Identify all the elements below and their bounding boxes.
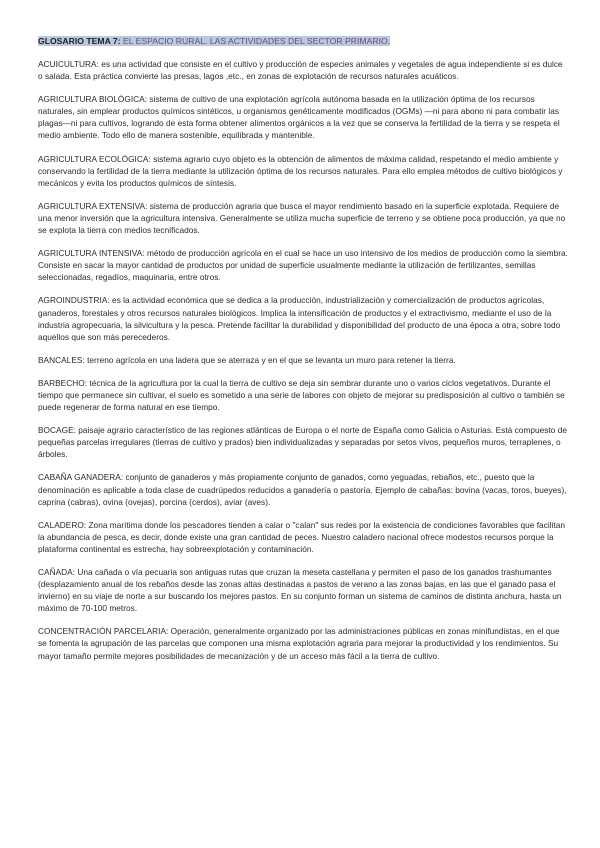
entry-term: BANCALES: xyxy=(38,354,85,365)
entry-term: AGRICULTURA ECOLÓGICA: xyxy=(38,153,151,164)
entry-definition: es la actividad económica que se dedica a la producción, industrialización y comercialización de productos agrícolas, ganaderos, forestales y otros recursos naturales biológicos. Implica la intensificación de productos y el extractivismo, mediante el uso de la industria agropecuaria, la silvicultura y la pesca. Pretende facilitar la durabilidad y disponibilidad del producto de una época a otra, sobre todo aquellos que son más perecederos. xyxy=(38,295,561,342)
entry-definition: terreno agrícola en una ladera que se aterraza y en el que se levanta un muro para retener la tierra. xyxy=(84,354,456,365)
entry-agricultura-biologica xyxy=(38,93,568,141)
entry-term: ACUICULTURA: xyxy=(38,59,99,69)
entry-term: AGRICULTURA INTENSIVA: xyxy=(38,248,145,259)
entry-concentracion-parcelaria xyxy=(38,625,568,661)
title-label: GLOSARIO TEMA 7: xyxy=(38,36,121,46)
entry-agroindustria xyxy=(38,294,568,342)
entry-term: BOCAGE: xyxy=(38,425,76,436)
title-text: EL ESPACIO RURAL. LAS ACTIVIDADES DEL SECTOR PRIMARIO. xyxy=(120,36,391,46)
entry-term: AGRICULTURA EXTENSIVA: xyxy=(38,200,148,211)
entry-agricultura-intensiva xyxy=(38,247,568,283)
entry-barbecho xyxy=(38,377,568,413)
entry-agricultura-ecologica xyxy=(38,153,568,189)
entry-definition: es una actividad que consiste en el cultivo y producción de especies animales y vegetales de agua independiente si es dulce o salada. Esta práctica convierte las presas, lagos ,etc., en zonas de explotación de recursos naturales acuáticos. xyxy=(38,59,563,82)
entry-definition: técnica de la agricultura por la cual la tierra de cultivo se deja sin sembrar durante uno o varios ciclos vegetativos. Durante el tiempo que permanece sin cultivar, el suelo es sometido a una serie de labores con objeto de mejorar su predisposición al cultivo o también se puede regenerar de forma natural en ese tiempo. xyxy=(38,377,565,413)
entry-definition: Una cañada o vía pecuaria son antiguas rutas que cruzan la meseta castellana y permiten el paso de los ganados trashumantes (desplazamiento anual de los rebaños desde las zonas altas destinadas a pastos de verano a las zonas bajas, en las que el ganado pasa el invierno) en su viaje de norte a sur buscando los mejores pastos. En su conjunto forman un sistema de caminos de distinta anchura, hasta un máximo de 70-100 metros. xyxy=(38,567,562,614)
entry-bocage xyxy=(38,424,568,460)
entry-caladero xyxy=(38,519,568,555)
glossary-page xyxy=(38,35,568,673)
page-title xyxy=(38,35,568,47)
entry-acuicultura xyxy=(38,58,568,82)
entry-cabana-ganadera xyxy=(38,471,568,507)
entry-term: CONCENTRACIÓN PARCELARIA: xyxy=(38,626,169,637)
entry-term: CAÑADA: xyxy=(38,567,76,577)
entry-definition: paisaje agrario característico de las regiones atlánticas de Europa o el norte de España como Galicia o Asturias. Está compuesto de pequeñas parcelas irregulares (tierras de cultivo y prados) bien individualizadas y separadas por setos vivos, pequeños muros, terraplenes, o árboles. xyxy=(38,425,567,460)
entry-bancales xyxy=(38,354,568,366)
entry-definition: Zona marítima donde los pescadores tienden a calar o "calan" sus redes por la existencia de condiciones favorables que facilitan la abundancia de pesca, es decir, donde existe una gran cantidad de peces. Nuestro caladero nacional ofrece modestos recursos porque la plataforma continental es estrecha, hay sobreexplotación y contaminación. xyxy=(38,519,566,554)
entry-definition: conjunto de ganaderos y más propiamente conjunto de ganados, como yeguadas, rebaños, etc., puesto que la denominación es aplicable a toda clase de cuadrúpedos reducidos a ganadería o pastoría. Ejemplo de cabañas: bovina (vacas, toros, bueyes), caprina (cabras), ovina (ovejas), porcina (cerdos), aviar (aves). xyxy=(38,472,567,507)
entry-term: AGROINDUSTRIA: xyxy=(38,295,110,306)
entry-definition: sistema agrario cuyo objeto es la obtención de alimentos de máxima calidad, respetando el medio ambiente y conservando la fertilidad de la tierra mediante la utilización óptima de los recursos naturales. Para ello emplea métodos de cultivo biológicos y mecánicos y evita los productos químicos de síntesis. xyxy=(38,153,563,188)
entry-canada xyxy=(38,566,568,614)
entry-definition: método de producción agrícola en el cual se hace un uso intensivo de los medios de producción como la siembra. Consiste en sacar la mayor cantidad de productos por unidad de superficie usualmente mediante la utilización de fertilizantes, semillas seleccionadas, regadíos, maquinaria, entre otros. xyxy=(38,248,568,283)
entry-definition: Operación, generalmente organizado por las administraciones públicas en zonas minifundistas, en el que se fomenta la agrupación de las parcelas que componen una misma explotación agraria para mejorar la productividad y los rendimientos. Su mayor tamaño permite mejores posibilidades de mecanización y de un acceso más fácil a la tierra de cultivo. xyxy=(38,626,560,661)
entry-definition: sistema de producción agraria que busca el mayor rendimiento basado en la superficie explotada. Requiere de una menor inversión que la agricultura intensiva. Generalmente se utiliza mucha superficie de terreno y se obtiene poca producción, ya que no se explota la tierra con medios tecnificados. xyxy=(38,200,566,236)
entry-term: CABAÑA GANADERA: xyxy=(38,472,124,483)
entry-term: CALADERO: xyxy=(38,519,87,530)
entry-definition: sistema de cultivo de una explotación agrícola autónoma basada en la utilización óptima de los recursos naturales, sin emplear productos químicos sintéticos, u organismos genéticamente modificados (OGMs) —ni para abono ni para combatir las plagas—ni para cultivos, logrando de esta forma obtener alimentos orgánicos a la vez que se conserva la fertilidad de la tierra y se respeta el medio ambiente. Todo ello de manera sostenible, equilibrada y mantenible. xyxy=(38,94,560,141)
entry-term: AGRICULTURA BIOLÓGICA: xyxy=(38,94,148,105)
entry-agricultura-extensiva xyxy=(38,200,568,236)
entry-term: BARBECHO: xyxy=(38,377,88,388)
